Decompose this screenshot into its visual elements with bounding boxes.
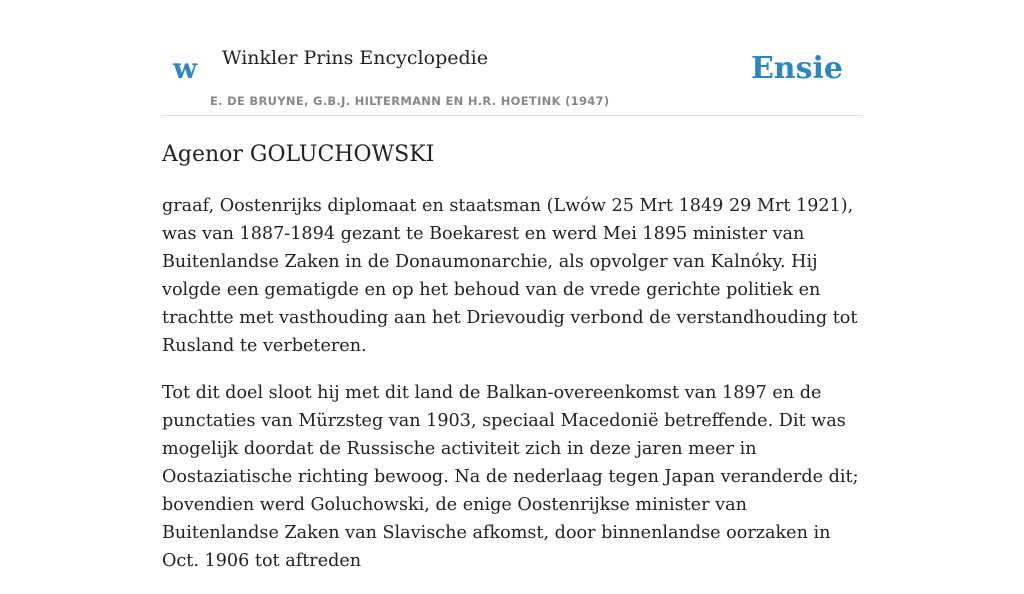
article-paragraph: Tot dit doel sloot hij met dit land de Balkan-overeenkomst van 1897 en de punctaties van Mürzsteg van 1903, speciaal Macedonië betreffende. Dit was mogelijk doordat de Russische activiteit zich in deze jaren meer in Oostaziatische richting bewoog. Na de nederlaag tegen Japan veranderde dit; bovendien werd Goluchowski, de enige Oostenrijkse minister van Buitenlandse Zaken van Slavische afkomst, door binnenlandse oorzaken in Oct. 1906 tot aftreden	[162, 383, 859, 571]
page-container	[162, 0, 862, 571]
publication-authors: E. DE BRUYNE, G.B.J. HILTERMANN EN H.R. HOETINK (1947)	[210, 94, 610, 108]
ensie-brand-logo[interactable]: Ensie	[750, 51, 843, 86]
winkler-prins-logo[interactable]: w	[173, 52, 198, 85]
site-header	[162, 0, 862, 116]
article-title: Agenor GOLUCHOWSKI	[162, 142, 435, 167]
publication-title[interactable]: Winkler Prins Encyclopedie	[222, 47, 488, 69]
article-body	[162, 192, 862, 594]
article-paragraph: graaf, Oostenrijks diplomaat en staatsman (Lwów 25 Mrt 1849 29 Mrt 1921), was van 1887-1894 gezant te Boekarest en werd Mei 1895 minister van Buitenlandse Zaken in de Donaumonarchie, als opvolger van Kalnóky. Hij volgde een gematigde en op het behoud van de vrede gerichte politiek en trachtte met vasthouding aan het Drievoudig verbond de verstandhouding tot Rusland te verbeteren.	[162, 196, 858, 356]
